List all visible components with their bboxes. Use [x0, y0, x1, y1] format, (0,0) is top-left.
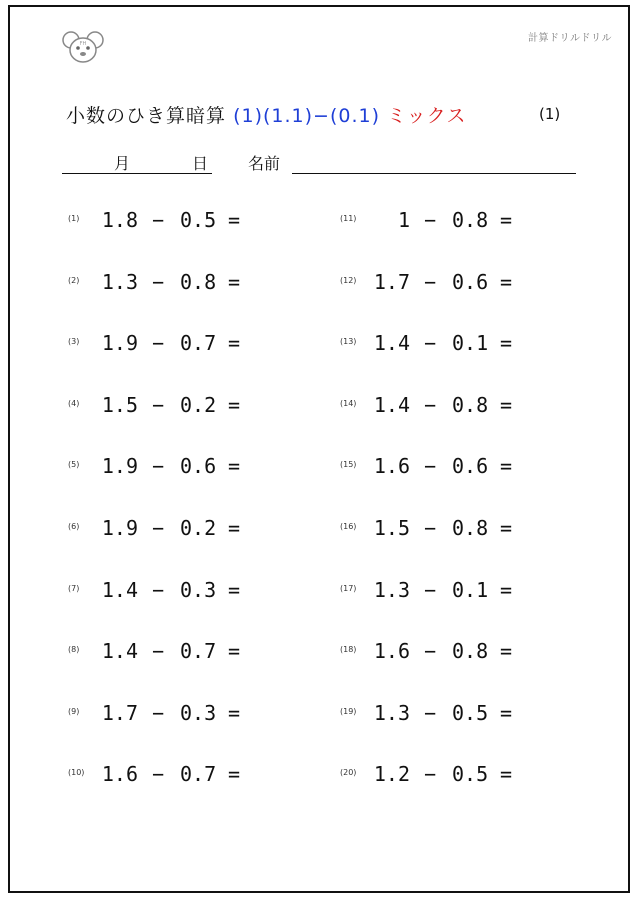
equals-sign: =	[500, 762, 513, 787]
minus-sign: −	[152, 392, 165, 417]
equals-sign: =	[228, 577, 241, 602]
equals-sign: =	[500, 639, 513, 664]
equals-sign: =	[500, 392, 513, 417]
equals-sign: =	[228, 392, 241, 417]
operand-a: 1.9	[101, 515, 138, 540]
operand-a: 1.6	[373, 639, 410, 664]
operand-a: 1.4	[101, 639, 138, 664]
minus-sign: −	[424, 392, 437, 417]
problem-number: (6)	[68, 521, 80, 531]
operand-b: 0.1	[452, 577, 489, 602]
title-range: (1)(1.1)−(0.1)	[233, 105, 380, 127]
minus-sign: −	[424, 577, 437, 602]
title-mix: ミックス	[387, 105, 467, 127]
minus-sign: −	[424, 515, 437, 540]
month-label: 月	[114, 154, 131, 173]
problem-number: (15)	[340, 460, 357, 470]
minus-sign: −	[424, 454, 437, 479]
worksheet	[8, 5, 630, 893]
minus-sign: −	[152, 208, 165, 232]
minus-sign: −	[152, 700, 165, 725]
problem-number: (3)	[68, 337, 80, 347]
operand-a: 1.7	[373, 269, 410, 294]
problem-number: (16)	[340, 521, 357, 531]
operand-b: 0.7	[180, 762, 217, 787]
name-field[interactable]	[292, 149, 576, 174]
operand-a: 1	[397, 208, 410, 232]
equals-sign: =	[228, 331, 241, 356]
operand-b: 0.6	[452, 454, 489, 479]
operand-b: 0.8	[452, 639, 489, 664]
brand-label: 計算ドリルドリル	[528, 33, 612, 44]
operand-a: 1.4	[373, 392, 410, 417]
operand-b: 0.7	[180, 639, 217, 664]
problem-number: (1)	[68, 214, 80, 223]
problem-number: (8)	[68, 645, 80, 655]
operand-a: 1.3	[101, 269, 138, 294]
equals-sign: =	[228, 269, 241, 294]
operand-b: 0.5	[180, 208, 217, 232]
minus-sign: −	[152, 454, 165, 479]
minus-sign: −	[424, 269, 437, 294]
mouse-mascot-icon	[62, 29, 104, 65]
minus-sign: −	[152, 515, 165, 540]
operand-b: 0.2	[180, 392, 217, 417]
operand-b: 0.8	[452, 392, 489, 417]
operand-b: 0.5	[452, 762, 489, 787]
day-label: 日	[192, 154, 209, 173]
operand-b: 0.3	[180, 700, 217, 725]
operand-a: 1.5	[101, 392, 138, 417]
title-main: 小数のひき算暗算	[66, 105, 227, 127]
operand-b: 0.6	[452, 269, 489, 294]
operand-a: 1.3	[373, 700, 410, 725]
operand-a: 1.5	[373, 515, 410, 540]
minus-sign: −	[424, 331, 437, 356]
operand-a: 1.4	[373, 331, 410, 356]
minus-sign: −	[424, 762, 437, 787]
svg-text:FH: FH	[79, 41, 87, 47]
equals-sign: =	[228, 208, 241, 232]
equals-sign: =	[228, 454, 241, 479]
minus-sign: −	[152, 639, 165, 664]
problem-number: (11)	[340, 214, 357, 223]
problem-number: (9)	[68, 706, 80, 716]
minus-sign: −	[152, 762, 165, 787]
equals-sign: =	[500, 331, 513, 356]
problem-number: (13)	[340, 337, 357, 347]
equals-sign: =	[228, 639, 241, 664]
operand-a: 1.9	[101, 454, 138, 479]
minus-sign: −	[152, 269, 165, 294]
problem-number: (20)	[340, 768, 357, 778]
problem-number: (2)	[68, 275, 80, 285]
operand-a: 1.6	[101, 762, 138, 787]
problem-number: (7)	[68, 583, 80, 593]
problem-number: (14)	[340, 398, 357, 408]
name-label: 名前	[248, 154, 281, 173]
equals-sign: =	[228, 515, 241, 540]
operand-b: 0.6	[180, 454, 217, 479]
equals-sign: =	[500, 454, 513, 479]
minus-sign: −	[424, 700, 437, 725]
operand-b: 0.7	[180, 331, 217, 356]
minus-sign: −	[152, 331, 165, 356]
problem-number: (5)	[68, 460, 80, 470]
equals-sign: =	[228, 762, 241, 787]
sheet-number: (1)	[539, 105, 561, 123]
operand-a: 1.7	[101, 700, 138, 725]
equals-sign: =	[500, 208, 513, 232]
equals-sign: =	[500, 515, 513, 540]
operand-a: 1.3	[373, 577, 410, 602]
minus-sign: −	[424, 639, 437, 664]
operand-b: 0.8	[452, 515, 489, 540]
problem-number: (17)	[340, 583, 357, 593]
operand-b: 0.2	[180, 515, 217, 540]
problem-number: (12)	[340, 275, 357, 285]
operand-b: 0.1	[452, 331, 489, 356]
problem-number: (19)	[340, 706, 357, 716]
problem-number: (18)	[340, 645, 357, 655]
equals-sign: =	[500, 700, 513, 725]
operand-a: 1.6	[373, 454, 410, 479]
equals-sign: =	[500, 269, 513, 294]
operand-a: 1.9	[101, 331, 138, 356]
equals-sign: =	[500, 577, 513, 602]
operand-a: 1.4	[101, 577, 138, 602]
minus-sign: −	[424, 208, 437, 232]
page-title	[66, 101, 466, 128]
operand-b: 0.8	[452, 208, 489, 232]
problem-number: (10)	[68, 768, 85, 778]
operand-a: 1.2	[373, 762, 410, 787]
problem-number: (4)	[68, 398, 80, 408]
operand-a: 1.8	[101, 208, 138, 232]
date-field[interactable]	[62, 149, 212, 174]
minus-sign: −	[152, 577, 165, 602]
operand-b: 0.3	[180, 577, 217, 602]
operand-b: 0.5	[452, 700, 489, 725]
operand-b: 0.8	[180, 269, 217, 294]
equals-sign: =	[228, 700, 241, 725]
